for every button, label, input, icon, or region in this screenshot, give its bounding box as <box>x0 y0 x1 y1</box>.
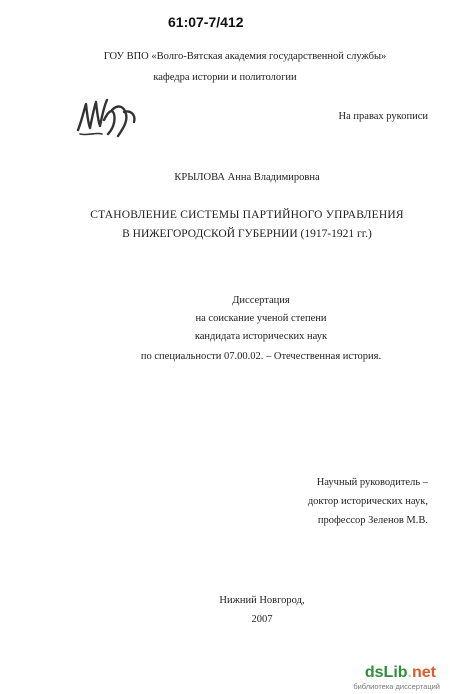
organization-name: ГОУ ВПО «Волго-Вятская академия государственной службы» <box>103 51 387 62</box>
supervisor-label: Научный руководитель – <box>316 477 428 488</box>
watermark-tld: net <box>412 664 436 681</box>
specialty: по специальности 07.00.02. – Отечественная история. <box>140 351 382 362</box>
year: 2007 <box>251 614 273 625</box>
city: Нижний Новгород, <box>219 595 305 606</box>
supervisor-name: профессор Зеленов М.В. <box>317 515 428 526</box>
watermark-brand <box>365 664 436 682</box>
watermark-logo <box>316 664 444 692</box>
degree-name: кандидата исторических наук <box>194 331 328 342</box>
department-name: кафедра истории и политологии <box>153 72 297 83</box>
document-code: 61:07-7/412 <box>168 14 244 30</box>
watermark-brand-name: dsLib <box>364 664 408 681</box>
author-name: КРЫЛОВА Анна Владимировна <box>174 172 320 183</box>
degree-purpose: на соискание ученой степени <box>195 313 327 324</box>
watermark-dot: . <box>407 664 412 681</box>
dissertation-title-line-2: В НИЖЕГОРОДСКОЙ ГУБЕРНИИ (1917-1921 гг.) <box>122 228 372 240</box>
supervisor-degree: доктор исторических наук, <box>307 496 428 507</box>
watermark-tagline: библиотека диссертаций <box>353 682 440 691</box>
manuscript-rights-note: На правах рукописи <box>338 111 428 122</box>
handwritten-signature <box>74 90 144 140</box>
dissertation-label: Диссертация <box>232 295 290 306</box>
dissertation-title-line-1: СТАНОВЛЕНИЕ СИСТЕМЫ ПАРТИЙНОГО УПРАВЛЕНИЯ <box>90 209 404 221</box>
